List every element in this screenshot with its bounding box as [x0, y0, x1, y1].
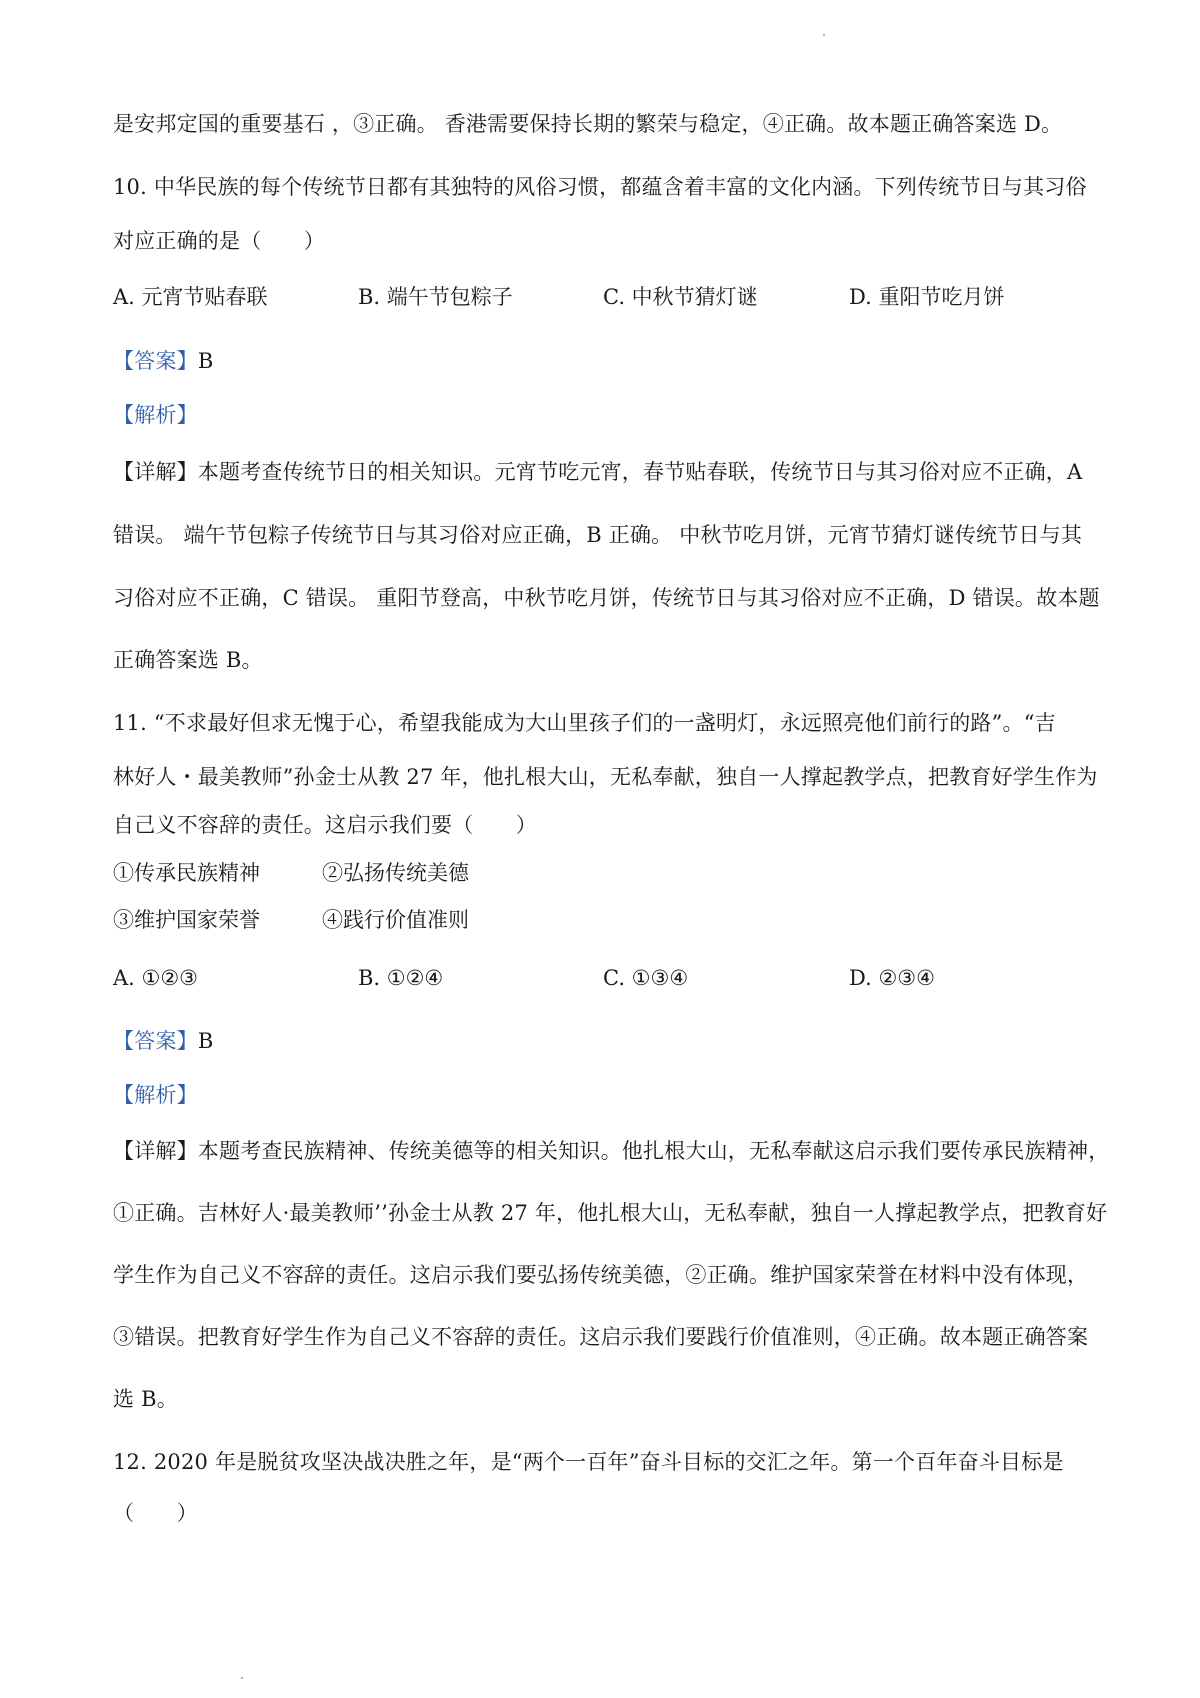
q11-option-d: D. ②③④ — [849, 966, 935, 990]
answer-value: B — [197, 349, 214, 373]
q10-stem-line1: 10. 中华民族的每个传统节日都有其独特的风俗习惯，都蕴含着丰富的文化内涵。下列传统节日与其习俗 — [113, 175, 1087, 199]
q11-detail-line2: ①正确。吉林好人·最美教师’’孙金士从教 27 年，他扎根大山，无私奉献，独自一人撑起教学点，把教育好 — [113, 1201, 1108, 1225]
answer-value: B — [197, 1029, 214, 1053]
speck — [823, 34, 825, 36]
q11-choice-4: ④践行价值准则 — [322, 908, 469, 932]
q10-option-d: D. 重阳节吃月饼 — [849, 285, 1005, 309]
analysis-tag: 【解析】 — [113, 403, 198, 427]
answer-tag: 【答案】 — [113, 1029, 198, 1053]
speck — [241, 1677, 243, 1679]
q11-stem-line3: 自己义不容辞的责任。这启示我们要（ ） — [113, 813, 537, 837]
q12-stem-line2: （ ） — [113, 1501, 198, 1525]
q11-option-a: A. ①②③ — [113, 966, 198, 990]
q10-detail-line1: 【详解】本题考查传统节日的相关知识。元宵节吃元宵，春节贴春联，传统节日与其习俗对应不正确，A — [113, 460, 1083, 484]
q11-stem-line1: 11. “不求最好但求无愧于心，希望我能成为大山里孩子们的一盏明灯，永远照亮他们前行的路”。“吉 — [113, 711, 1056, 735]
q12-stem-line1: 12. 2020 年是脱贫攻坚决战决胜之年，是“两个一百年”奋斗目标的交汇之年。第一个百年奋斗目标是 — [113, 1450, 1064, 1474]
q11-detail-line1: 【详解】本题考查民族精神、传统美德等的相关知识。他扎根大山，无私奉献这启示我们要传承民族精神， — [113, 1139, 1110, 1163]
q11-choice-3: ③维护国家荣誉 — [113, 908, 260, 932]
q10-stem-line2: 对应正确的是（ ） — [113, 229, 325, 253]
carryover-text: 是安邦定国的重要基石 ，③正确。 香港需要保持长期的繁荣与稳定，④正确。故本题正确答案选 D。 — [113, 112, 1063, 136]
q10-option-b: B. 端午节包粽子 — [358, 285, 513, 309]
q11-choice-2: ②弘扬传统美德 — [322, 861, 469, 885]
analysis-tag: 【解析】 — [113, 1083, 198, 1107]
q10-detail-line3: 习俗对应不正确，C 错误。 重阳节登高，中秋节吃月饼，传统节日与其习俗对应不正确，D 错误。故本题 — [113, 586, 1100, 610]
q10-detail-line4: 正确答案选 B。 — [113, 648, 263, 672]
q11-option-c: C. ①③④ — [603, 966, 689, 990]
q10-analysis-tag — [113, 400, 1103, 430]
q11-detail-line3: 学生作为自己义不容辞的责任。这启示我们要弘扬传统美德，②正确。维护国家荣誉在材料中没有体现， — [113, 1263, 1089, 1287]
q10-option-c: C. 中秋节猜灯谜 — [603, 285, 758, 309]
q11-detail-line5: 选 B。 — [113, 1387, 178, 1411]
q10-detail-line2: 错误。 端午节包粽子传统节日与其习俗对应正确，B 正确。 中秋节吃月饼，元宵节猜灯谜传统节日与其 — [113, 523, 1083, 547]
answer-tag: 【答案】 — [113, 349, 198, 373]
q11-analysis-tag — [113, 1080, 1103, 1110]
q11-stem-line2: 林好人・最美教师”孙金士从教 27 年，他扎根大山，无私奉献，独自一人撑起教学点，把教育好学生作为 — [113, 765, 1098, 789]
q11-detail-line4: ③错误。把教育好学生作为自己义不容辞的责任。这启示我们要践行价值准则，④正确。故本题正确答案 — [113, 1325, 1089, 1349]
q11-option-b: B. ①②④ — [358, 966, 444, 990]
q10-answer — [113, 346, 1103, 376]
q10-option-a: A. 元宵节贴春联 — [113, 285, 268, 309]
q11-choice-1: ①传承民族精神 — [113, 861, 260, 885]
q11-answer — [113, 1026, 1103, 1056]
